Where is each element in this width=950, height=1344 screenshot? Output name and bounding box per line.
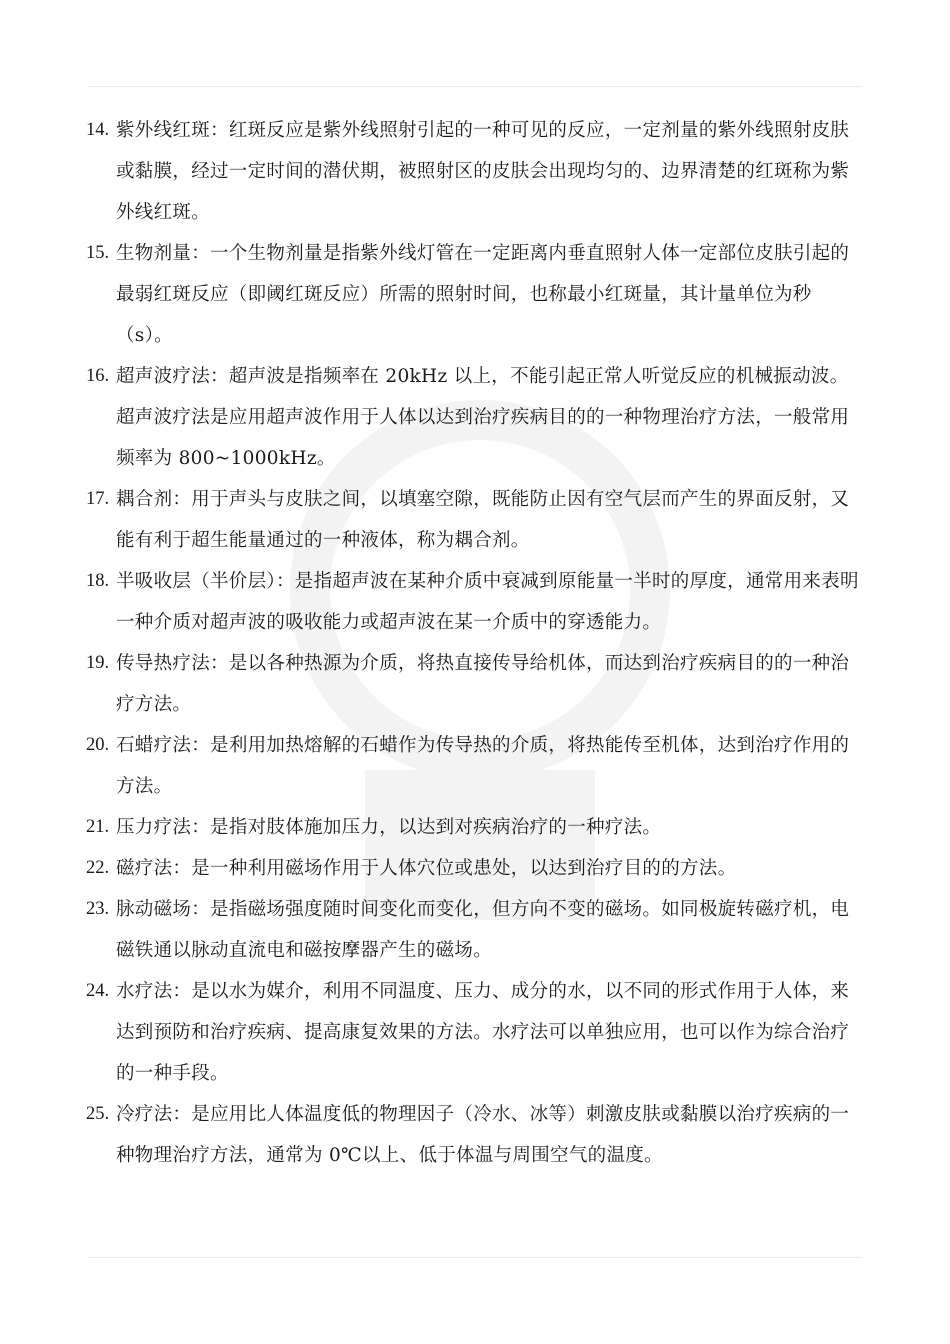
item-term: 超声波疗法：: [116, 366, 229, 387]
item-term: 生物剂量：: [116, 243, 211, 264]
item-term: 耦合剂：: [116, 489, 192, 510]
item-term: 水疗法：: [116, 981, 192, 1002]
item-number: 14.: [86, 120, 110, 140]
list-item: [86, 233, 862, 356]
item-number: 21.: [86, 817, 110, 837]
list-item: [86, 807, 862, 848]
item-term: 压力疗法：: [116, 817, 211, 838]
item-text: 是应用比人体温度低的物理因子（冷水、冰等）刺激皮肤或黏膜以治疗疾病的一种物理治疗方法，通常为 0℃以上、低于体温与周围空气的温度。: [116, 1104, 850, 1166]
item-number: 23.: [86, 899, 110, 919]
item-text: 超声波是指频率在 20kHz 以上，不能引起正常人听觉反应的机械振动波。超声波疗法是应用超声波作用于人体以达到治疗疾病目的的一种物理治疗方法，一般常用频率为 800~1000kHz。: [116, 366, 850, 469]
item-text: 一个生物剂量是指紫外线灯管在一定距离内垂直照射人体一定部位皮肤引起的最弱红斑反应（即阈红斑反应）所需的照射时间，也称最小红斑量，其计量单位为秒（s）。: [116, 243, 850, 346]
definition-list: [86, 110, 862, 1176]
item-number: 18.: [86, 571, 110, 591]
item-text: 是利用加热熔解的石蜡作为传导热的介质，将热能传至机体，达到治疗作用的方法。: [116, 735, 850, 797]
item-term: 石蜡疗法：: [116, 735, 211, 756]
item-term: 半吸收层（半价层）：: [116, 571, 295, 592]
list-item: [86, 479, 862, 561]
item-term: 磁疗法：: [116, 858, 192, 879]
item-text: 是指对肢体施加压力，以达到对疾病治疗的一种疗法。: [210, 817, 662, 838]
item-number: 22.: [86, 858, 110, 878]
item-text: 是指超声波在某种介质中衰减到原能量一半时的厚度，通常用来表明一种介质对超声波的吸收能力或超声波在某一介质中的穿透能力。: [116, 571, 859, 633]
list-item: [86, 1094, 862, 1176]
item-text: 红斑反应是紫外线照射引起的一种可见的反应，一定剂量的紫外线照射皮肤或黏膜，经过一定时间的潜伏期，被照射区的皮肤会出现均匀的、边界清楚的红斑称为紫外线红斑。: [116, 120, 850, 223]
list-item: [86, 110, 862, 233]
item-term: 传导热疗法：: [116, 653, 229, 674]
item-term: 紫外线红斑：: [116, 120, 229, 141]
item-term: 冷疗法：: [116, 1104, 192, 1125]
item-number: 25.: [86, 1104, 110, 1124]
item-text: 是以水为媒介，利用不同温度、压力、成分的水，以不同的形式作用于人体，来达到预防和治疗疾病、提高康复效果的方法。水疗法可以单独应用，也可以作为综合治疗的一种手段。: [116, 981, 850, 1084]
item-term: 脉动磁场：: [116, 899, 211, 920]
item-number: 16.: [86, 366, 110, 386]
item-number: 15.: [86, 243, 110, 263]
item-number: 20.: [86, 735, 110, 755]
item-number: 19.: [86, 653, 110, 673]
item-text: 用于声头与皮肤之间，以填塞空隙，既能防止因有空气层而产生的界面反射，又能有利于超生能量通过的一种液体，称为耦合剂。: [116, 489, 850, 551]
list-item: [86, 725, 862, 807]
item-number: 17.: [86, 489, 110, 509]
list-item: [86, 971, 862, 1094]
list-item: [86, 643, 862, 725]
list-item: [86, 356, 862, 479]
header-rule: [88, 86, 862, 87]
list-item: [86, 889, 862, 971]
item-text: 是一种利用磁场作用于人体穴位或患处，以达到治疗目的的方法。: [191, 858, 737, 879]
item-text: 是以各种热源为介质，将热直接传导给机体，而达到治疗疾病目的的一种治疗方法。: [116, 653, 850, 715]
footer-rule: [88, 1257, 862, 1258]
item-text: 是指磁场强度随时间变化而变化，但方向不变的磁场。如同极旋转磁疗机，电磁铁通以脉动直流电和磁按摩器产生的磁场。: [116, 899, 850, 961]
list-item: [86, 561, 862, 643]
list-item: [86, 848, 862, 889]
item-number: 24.: [86, 981, 110, 1001]
